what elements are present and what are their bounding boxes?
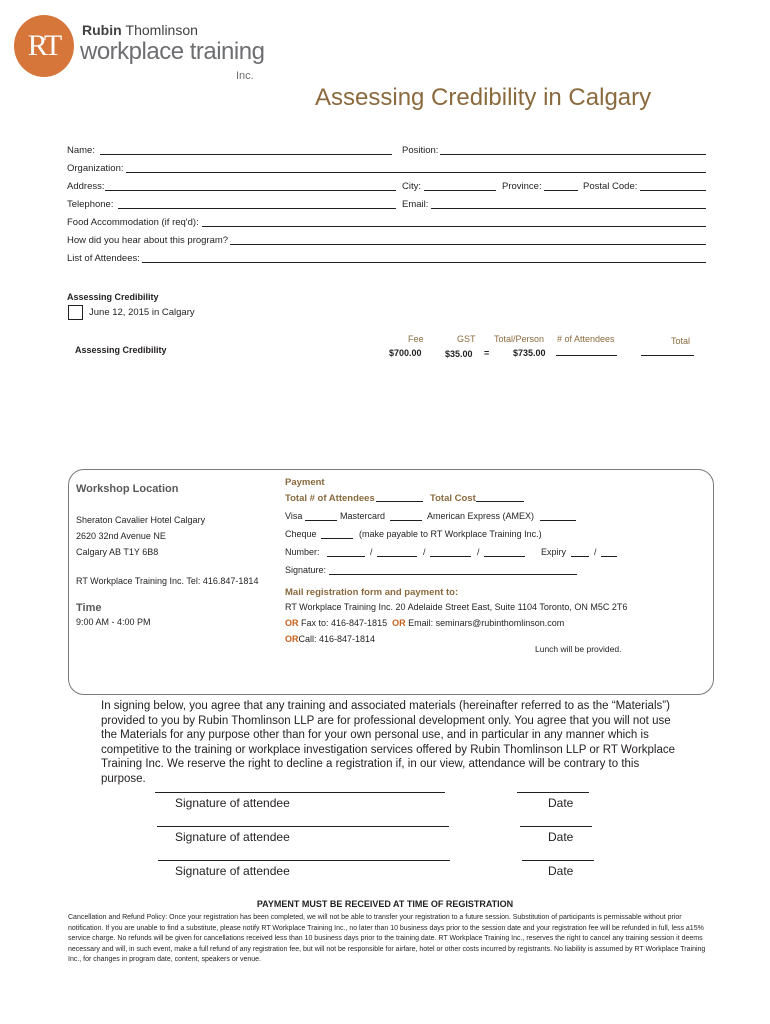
expiry-label: Expiry — [541, 547, 567, 557]
attendee-signature-line-2[interactable] — [157, 826, 449, 827]
rt-logo-mark: RT — [14, 15, 74, 77]
gst-value: $35.00 — [445, 349, 473, 359]
session-checkbox[interactable] — [68, 305, 83, 320]
name-field[interactable] — [100, 154, 392, 155]
city-field[interactable] — [424, 190, 496, 191]
expiry-slash: / — [594, 547, 597, 557]
venue-city: Calgary AB T1Y 6B8 — [76, 547, 159, 557]
fee-header: Fee — [408, 334, 424, 344]
cheque-label: Cheque — [285, 529, 317, 539]
expiry-year-field[interactable] — [601, 556, 617, 557]
mastercard-field[interactable] — [390, 520, 422, 521]
telephone-label: Telephone: — [67, 199, 114, 210]
position-label: Position: — [402, 145, 439, 156]
page-title: Assessing Credibility in Calgary — [315, 84, 652, 111]
logo-company-name: Rubin Thomlinson — [82, 22, 198, 38]
total-person-header: Total/Person — [494, 334, 545, 344]
attendee-signature-label-2: Signature of attendee — [175, 830, 290, 844]
organization-field[interactable] — [126, 172, 706, 173]
amex-field[interactable] — [540, 520, 576, 521]
city-label: City: — [402, 181, 421, 192]
organization-label: Organization: — [67, 163, 124, 174]
or-label: OR — [285, 618, 299, 628]
signature-field[interactable] — [329, 574, 577, 575]
logo-inc: Inc. — [236, 70, 254, 82]
attendee-signature-line-1[interactable] — [155, 792, 445, 793]
attendee-signature-line-3[interactable] — [158, 860, 450, 861]
visa-label: Visa — [285, 511, 303, 521]
workshop-location-heading: Workshop Location — [76, 483, 179, 495]
telephone-field[interactable] — [118, 208, 396, 209]
contact-phone: RT Workplace Training Inc. Tel: 416.847-1814 — [76, 576, 259, 586]
agreement-paragraph: In signing below, you agree that any training and associated materials (hereinafter referred to as the “Materials”) provided to you by Rubin Thomlinson LLP are for professional development only. You agree that you will not use the Materials for any purpose other than for your own personal use, and in particular in any manner which is competitive to the training or workplace investigation services offered by Rubin Thomlinson LLP or RT Workplace Training Inc. We reserve the right to decline a registration if, in our view, attendance will be contrary to this purpose. — [101, 700, 676, 785]
visa-field[interactable] — [305, 520, 337, 521]
expiry-month-field[interactable] — [571, 556, 589, 557]
date-label-2: Date — [548, 830, 574, 844]
cheque-field[interactable] — [321, 538, 353, 539]
food-label: Food Accommodation (if req'd): — [67, 217, 199, 228]
total-cost-field[interactable] — [476, 501, 524, 502]
card-number-field-3[interactable] — [430, 556, 471, 557]
fax-number: Fax to: 416-847-1815 — [301, 618, 388, 628]
total-cost-label: Total Cost — [430, 493, 476, 504]
session-date: June 12, 2015 in Calgary — [89, 307, 195, 318]
email-field[interactable] — [431, 208, 706, 209]
total-field[interactable] — [641, 355, 694, 356]
call-line — [285, 634, 375, 644]
venue-street: 2620 32nd Avenue NE — [76, 531, 166, 541]
workshop-time: 9:00 AM - 4:00 PM — [76, 617, 151, 627]
amex-label: American Express (AMEX) — [427, 511, 535, 521]
fee-value: $700.00 — [389, 348, 422, 358]
number-slash-1: / — [370, 547, 373, 557]
name-label: Name: — [67, 145, 95, 156]
postal-code-field[interactable] — [640, 190, 706, 191]
date-line-3[interactable] — [522, 860, 594, 861]
total-attendees-label: Total # of Attendees — [285, 493, 375, 504]
date-label-1: Date — [548, 796, 574, 810]
payment-heading: Payment — [285, 477, 325, 488]
address-field[interactable] — [105, 190, 396, 191]
province-label: Province: — [502, 181, 542, 192]
position-field[interactable] — [440, 154, 706, 155]
cancellation-policy: Cancellation and Refund Policy: Once your registration has been completed, we will not be able to transfer your registration to a future session. Substitution of participants is permissable without prior notification. If you are unable to find a substitute, please notify RT Workplace Training Inc., no later than 10 business days prior to the session date and your registration fee will be refunded in full, less a15% service charge. No refunds will be given for cancellations received less than 10 business days prior to the training date. RT Workplace Training Inc., reserves the right to cancel any training session it deems necessary and will, in such event, make a full refund of any registration fee, but will not be responsible for airfare, hotel or other costs incurred by registrants. No liability is assumed by RT Workplace Training Inc., for changes in program date, content, speakers or venue. — [68, 914, 706, 963]
fee-row-label: Assessing Credibility — [75, 345, 167, 355]
mastercard-label: Mastercard — [340, 511, 386, 521]
address-label: Address: — [67, 181, 105, 192]
fax-email-line — [285, 618, 564, 628]
num-attendees-field[interactable] — [556, 355, 617, 356]
attendees-field[interactable] — [142, 262, 706, 263]
call-number: Call: 416-847-1814 — [298, 634, 376, 644]
email-address: Email: seminars@rubinthomlinson.com — [408, 618, 565, 628]
postal-code-label: Postal Code: — [583, 181, 638, 192]
cheque-note: (make payable to RT Workplace Training Inc.) — [359, 529, 542, 539]
session-heading: Assessing Credibility — [67, 292, 159, 302]
card-number-field-2[interactable] — [377, 556, 417, 557]
or-label: OR — [392, 618, 406, 628]
card-number-field-4[interactable] — [484, 556, 525, 557]
attendee-signature-label-1: Signature of attendee — [175, 796, 290, 810]
num-attendees-header: # of Attendees — [557, 334, 615, 344]
payment-must-notice: PAYMENT MUST BE RECEIVED AT TIME OF REGISTRATION — [256, 899, 514, 909]
date-line-1[interactable] — [517, 792, 589, 793]
food-field[interactable] — [202, 226, 706, 227]
email-label: Email: — [402, 199, 429, 210]
date-line-2[interactable] — [520, 826, 592, 827]
or-label: OR — [285, 634, 299, 644]
total-person-value: $735.00 — [513, 348, 546, 358]
equals-sign: = — [484, 348, 490, 358]
venue-name: Sheraton Cavalier Hotel Calgary — [76, 515, 206, 525]
date-label-3: Date — [548, 864, 574, 878]
mail-address: RT Workplace Training Inc. 20 Adelaide Street East, Suite 1104 Toronto, ON M5C 2T6 — [285, 602, 628, 612]
logo-workplace-training: workplace training — [80, 38, 265, 65]
total-attendees-field[interactable] — [376, 501, 423, 502]
number-slash-2: / — [423, 547, 426, 557]
province-field[interactable] — [544, 190, 578, 191]
mail-heading: Mail registration form and payment to: — [285, 587, 459, 598]
number-slash-3: / — [477, 547, 480, 557]
hear-field[interactable] — [230, 244, 706, 245]
attendee-signature-label-3: Signature of attendee — [175, 864, 290, 878]
hear-label: How did you hear about this program? — [67, 235, 229, 246]
card-number-field-1[interactable] — [327, 556, 365, 557]
total-header: Total — [671, 336, 691, 346]
card-number-label: Number: — [285, 547, 320, 557]
attendees-label: List of Attendees: — [67, 253, 140, 264]
time-heading: Time — [76, 602, 102, 614]
signature-label: Signature: — [285, 565, 327, 575]
lunch-note: Lunch will be provided. — [535, 644, 622, 654]
gst-header: GST — [457, 334, 476, 344]
